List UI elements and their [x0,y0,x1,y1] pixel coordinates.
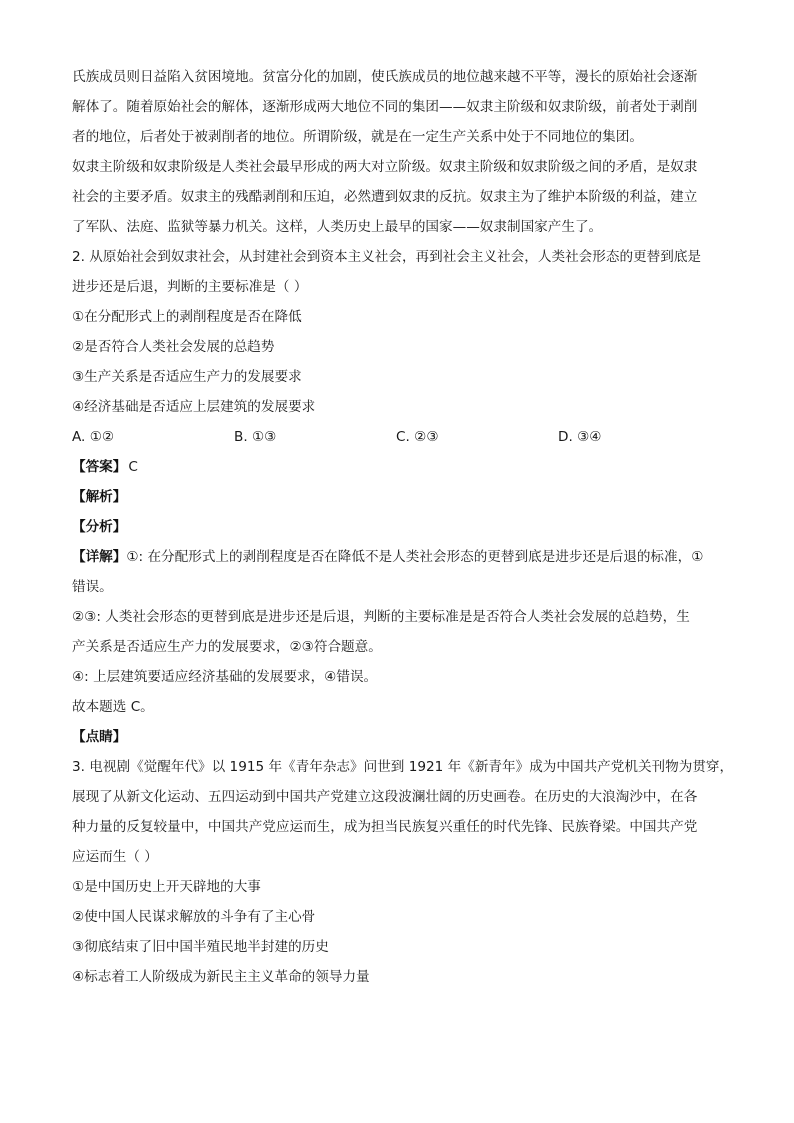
question-3-stem: 3. 电视剧《觉醒年代》以 1915 年《青年杂志》问世到 1921 年《新青年》成为中国共产党机关刊物为贯穿， [72,759,734,775]
question-3-statement: ④标志着工人阶级成为新民主主义革命的领导力量 [72,969,370,985]
question-2-statement: ②是否符合人类社会发展的总趋势 [72,339,275,355]
intro-line: 社会的主要矛盾。奴隶主的残酷剥削和压迫，必然遭到奴隶的反抗。奴隶主为了维护本阶级的利益，建立 [72,189,698,205]
question-3-statement: ③彻底结束了旧中国半殖民地半封建的历史 [72,939,329,955]
option-b: B. ①③ [234,429,277,445]
document-content [72,62,734,992]
question-2-stem: 进步还是后退，判断的主要标准是（ ） [72,279,308,295]
detail-line: 产关系是否适应生产力的发展要求，②③符合题意。 [72,639,382,655]
intro-line: 了军队、法庭、监狱等暴力机关。这样，人类历史上最早的国家——奴隶制国家产生了。 [72,219,603,235]
question-2-stem: 2. 从原始社会到奴隶社会，从封建社会到资本主义社会，再到社会主义社会，人类社会形态的更替到底是 [72,249,702,265]
detail-line: 错误。 [72,579,113,595]
analysis-row [72,482,734,512]
analysis-label: 【解析】 [72,489,127,505]
question-2-statement: ④经济基础是否适应上层建筑的发展要求 [72,399,316,415]
detail-line: ④: 上层建筑要适应经济基础的发展要求，④错误。 [72,669,378,685]
detail-line: 故本题选 C。 [72,699,154,715]
option-d: D. ③④ [558,429,602,445]
detail-line: ②③: 人类社会形态的更替到底是进步还是后退，判断的主要标准是是否符合人类社会发展的总趋势，生 [72,609,690,625]
detail-label: 【详解】 [72,549,127,565]
answer-row [72,452,734,482]
question-2-statement: ①在分配形式上的剥削程度是否在降低 [72,309,302,325]
question-3-statement: ②使中国人民谋求解放的斗争有了主心骨 [72,909,316,925]
intro-line: 氏族成员则日益陷入贫困境地。贫富分化的加剧，使氏族成员的地位越来越不平等，漫长的原始社会逐渐 [72,69,698,85]
intro-line: 解体了。随着原始社会的解体，逐渐形成两大地位不同的集团——奴隶主阶级和奴隶阶级，前者处于剥削 [72,99,698,115]
answer-label: 【答案】 [72,459,127,475]
question-3-statement: ①是中国历史上开天辟地的大事 [72,879,261,895]
question-2-statement: ③生产关系是否适应生产力的发展要求 [72,369,302,385]
fenxi-label: 【分析】 [72,519,127,535]
question-2-options [72,422,734,452]
question-3-stem: 种力量的反复较量中，中国共产党应运而生，成为担当民族复兴重任的时代先锋、民族脊梁。中国共产党 [72,819,698,835]
answer-value: C [128,459,138,475]
dianjing-row [72,722,734,752]
fenxi-row [72,512,734,542]
question-3-stem: 应运而生（ ） [72,849,158,865]
question-3-stem: 展现了从新文化运动、五四运动到中国共产党建立这段波澜壮阔的历史画卷。在历史的大浪淘沙中，在各 [72,789,698,805]
dianjing-label: 【点睛】 [72,729,127,745]
option-a: A. ①② [72,429,115,445]
detail-row [72,542,734,572]
intro-line: 者的地位，后者处于被剥削者的地位。所谓阶级，就是在一定生产关系中处于不同地位的集团。 [72,129,643,145]
option-c: C. ②③ [396,429,439,445]
detail-text: ①: 在分配形式上的剥削程度是否在降低不是人类社会形态的更替到底是进步还是后退的标准，① [126,549,704,565]
intro-line: 奴隶主阶级和奴隶阶级是人类社会最早形成的两大对立阶级。奴隶主阶级和奴隶阶级之间的矛盾，是奴隶 [72,159,698,175]
